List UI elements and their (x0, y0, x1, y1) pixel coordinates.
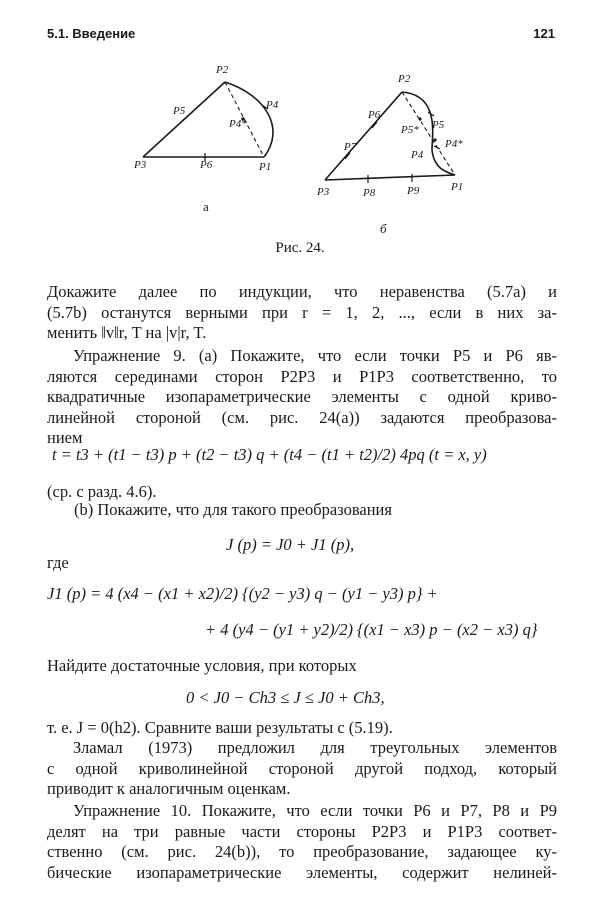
label-P9-b: P9 (407, 185, 420, 197)
figure-panel-a (143, 82, 273, 161)
exercise-9 (47, 346, 557, 449)
label-P3-b: P3 (317, 186, 330, 198)
label-P1-a: P1 (259, 161, 272, 173)
where-text: где (47, 553, 69, 572)
label-P2-a: P2 (216, 64, 229, 76)
part-b-text: (b) Покажите, что для такого преобразования (74, 500, 392, 519)
label-P6-a: P6 (200, 159, 213, 171)
running-head: 5.1. Введение (47, 26, 136, 41)
panel-a-label: а (203, 199, 209, 214)
text-line: Упражнение 9. (a) Покажите, что если точки P5 и P6 яв- (73, 346, 557, 365)
figure-24 (0, 0, 600, 260)
text-line: Зламал (1973) предложил для треугольных элементов (73, 738, 557, 757)
label-P4star-a: P4* (229, 118, 247, 130)
paragraph-induction (47, 282, 557, 344)
text-line: приводит к аналогичным оценкам. (47, 779, 291, 798)
label-P5-b: P5 (432, 119, 445, 131)
label-P8-b: P8 (363, 187, 376, 199)
label-P4star-b: P4* (445, 138, 463, 150)
text-line: нием (47, 428, 83, 447)
label-P7-b: P7 (344, 141, 357, 153)
formula-transform: t = t3 + (t1 − t3) p + (t2 − t3) q + (t4 − (t1 + t2)/2) 4pq (t = x, y) (52, 445, 487, 464)
text-line: (5.7b) останутся верными при r = 1, 2, ..., если в них за- (47, 302, 557, 322)
formula-inequality: 0 < J0 − Ch3 ≤ J ≤ J0 + Ch3, (186, 688, 385, 707)
exercise-10 (47, 801, 557, 883)
text-line: ляются серединами сторон P2P3 и P1P3 соответственно, то (47, 366, 557, 386)
order-text: т. е. J = 0(h2). Сравните ваши результаты с (5.19). (47, 718, 393, 737)
figure-panel-b (325, 92, 455, 183)
text-line: ственно (см. рис. 24(b)), то преобразование, задающее ку- (47, 842, 557, 861)
formula-jacobian: J (p) = J0 + J1 (p), (226, 535, 355, 554)
label-P5star-b: P5* (401, 124, 419, 136)
label-P5-a: P5 (173, 105, 186, 117)
find-conditions-text: Найдите достаточные условия, при которых (47, 656, 357, 675)
page-number: 121 (533, 26, 555, 41)
formula-j1-line2: + 4 (y4 − (y1 + y2)/2) {(x1 − x3) p − (x2 − x3) q} (205, 620, 538, 639)
figure-caption: Рис. 24. (275, 240, 325, 256)
cf-text: (ср. с разд. 4.6). (47, 482, 157, 501)
label-P4-a: P4 (266, 99, 279, 111)
label-P3-a: P3 (134, 159, 147, 171)
text-line: Докажите далее по индукции, что неравенства (5.7a) и (47, 282, 557, 301)
label-P4-b: P4 (411, 149, 424, 161)
label-P1-b: P1 (451, 181, 464, 193)
label-P2-b: P2 (398, 73, 411, 85)
label-P6-b: P6 (368, 109, 381, 121)
text-line: Упражнение 10. Покажите, что если точки P6 и P7, P8 и P9 (73, 801, 557, 820)
text-line: делят на три равные части стороны P2P3 и P1P3 соответ- (47, 821, 557, 841)
text-line: линейной стороной (см. рис. 24(a)) задаются преобразова- (47, 407, 557, 427)
text-line: менить ‖v‖r, T на |v|r, T. (47, 323, 207, 342)
text-line: квадратичные изопараметрические элементы с одной криво- (47, 387, 557, 406)
paragraph-zlamal (47, 738, 557, 800)
text-line: бические изопараметрические элементы, содержит нелиней- (47, 862, 557, 882)
formula-j1-line1: J1 (p) = 4 (x4 − (x1 + x2)/2) {(y2 − y3) q − (y1 − y3) p} + (47, 584, 438, 603)
text-line: с одной криволинейной стороной другой подход, который (47, 758, 557, 778)
panel-b-label: б (380, 221, 387, 236)
